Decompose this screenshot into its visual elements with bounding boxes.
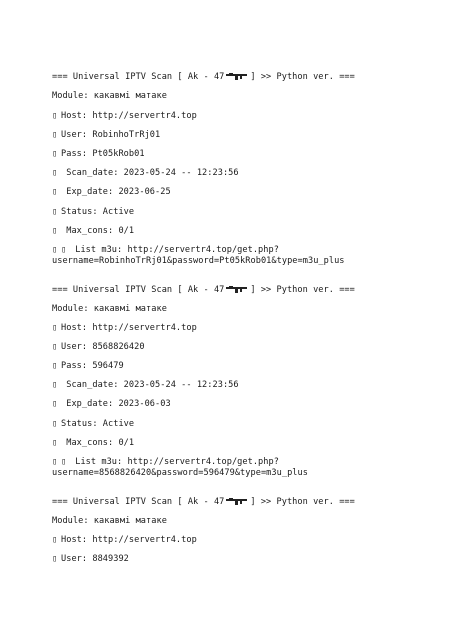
status-line: ▯ Status: Active	[52, 207, 135, 217]
unknown-glyph-icon: ▯	[52, 130, 58, 140]
unknown-glyph-icon: ▯	[52, 380, 58, 390]
unknown-glyph-icon: ▯	[52, 323, 58, 333]
unknown-glyph-icon: ▯	[52, 457, 58, 467]
unknown-glyph-icon: ▯	[52, 245, 58, 255]
pass-line: ▯ Pass: Pt05kRob01	[52, 149, 145, 159]
unknown-glyph-icon: ▯	[52, 535, 58, 545]
max-cons-line: ▯ Max_cons: 0/1	[52, 226, 135, 236]
host-line: ▯ Host: http://servertr4.top	[52, 535, 197, 545]
unknown-glyph-icon: ▯	[52, 149, 58, 159]
unknown-glyph-icon: ▯	[52, 168, 58, 178]
exp-date-line: ▯ Exp_date: 2023-06-03	[52, 399, 171, 409]
scan-header: === Universal IPTV Scan [ Ak - 47 ] >> Python ver. ===	[52, 72, 355, 82]
exp-date-line: ▯ Exp_date: 2023-06-25	[52, 187, 171, 197]
m3u-url-line: username=RobinhoTrRj01&password=Pt05kRob01&type=m3u_plus	[52, 256, 345, 266]
unknown-glyph-icon: ▯	[52, 111, 58, 121]
unknown-glyph-icon: ▯	[61, 457, 67, 467]
max-cons-line: ▯ Max_cons: 0/1	[52, 438, 135, 448]
scan-date-line: ▯ Scan_date: 2023-05-24 -- 12:23:56	[52, 168, 239, 178]
scan-date-line: ▯ Scan_date: 2023-05-24 -- 12:23:56	[52, 380, 239, 390]
m3u-url-line: username=8568826420&password=596479&type=m3u_plus	[52, 468, 308, 478]
unknown-glyph-icon: ▯	[52, 554, 58, 564]
unknown-glyph-icon: ▯	[52, 207, 58, 217]
unknown-glyph-icon: ▯	[52, 342, 58, 352]
unknown-glyph-icon: ▯	[52, 187, 58, 197]
unknown-glyph-icon: ▯	[52, 438, 58, 448]
module-line: Module: какавмі матаке	[52, 304, 167, 314]
rifle-icon	[226, 285, 248, 297]
module-line: Module: какавмі матаке	[52, 516, 167, 526]
user-line: ▯ User: 8568826420	[52, 342, 145, 352]
unknown-glyph-icon: ▯	[52, 361, 58, 371]
scan-header: === Universal IPTV Scan [ Ak - 47 ] >> Python ver. ===	[52, 285, 355, 295]
user-line: ▯ User: RobinhoTrRj01	[52, 130, 161, 140]
unknown-glyph-icon: ▯	[52, 419, 58, 429]
rifle-icon	[226, 497, 248, 509]
scan-header: === Universal IPTV Scan [ Ak - 47 ] >> Python ver. ===	[52, 497, 355, 507]
unknown-glyph-icon: ▯	[61, 245, 67, 255]
module-line: Module: какавмі матаке	[52, 91, 167, 101]
host-line: ▯ Host: http://servertr4.top	[52, 323, 197, 333]
status-line: ▯ Status: Active	[52, 419, 135, 429]
host-line: ▯ Host: http://servertr4.top	[52, 111, 197, 121]
m3u-line: ▯ ▯ List m3u: http://servertr4.top/get.php?	[52, 245, 279, 255]
rifle-icon	[226, 72, 248, 84]
pass-line: ▯ Pass: 596479	[52, 361, 124, 371]
m3u-line: ▯ ▯ List m3u: http://servertr4.top/get.php?	[52, 457, 279, 467]
user-line: ▯ User: 8849392	[52, 554, 129, 564]
unknown-glyph-icon: ▯	[52, 399, 58, 409]
unknown-glyph-icon: ▯	[52, 226, 58, 236]
